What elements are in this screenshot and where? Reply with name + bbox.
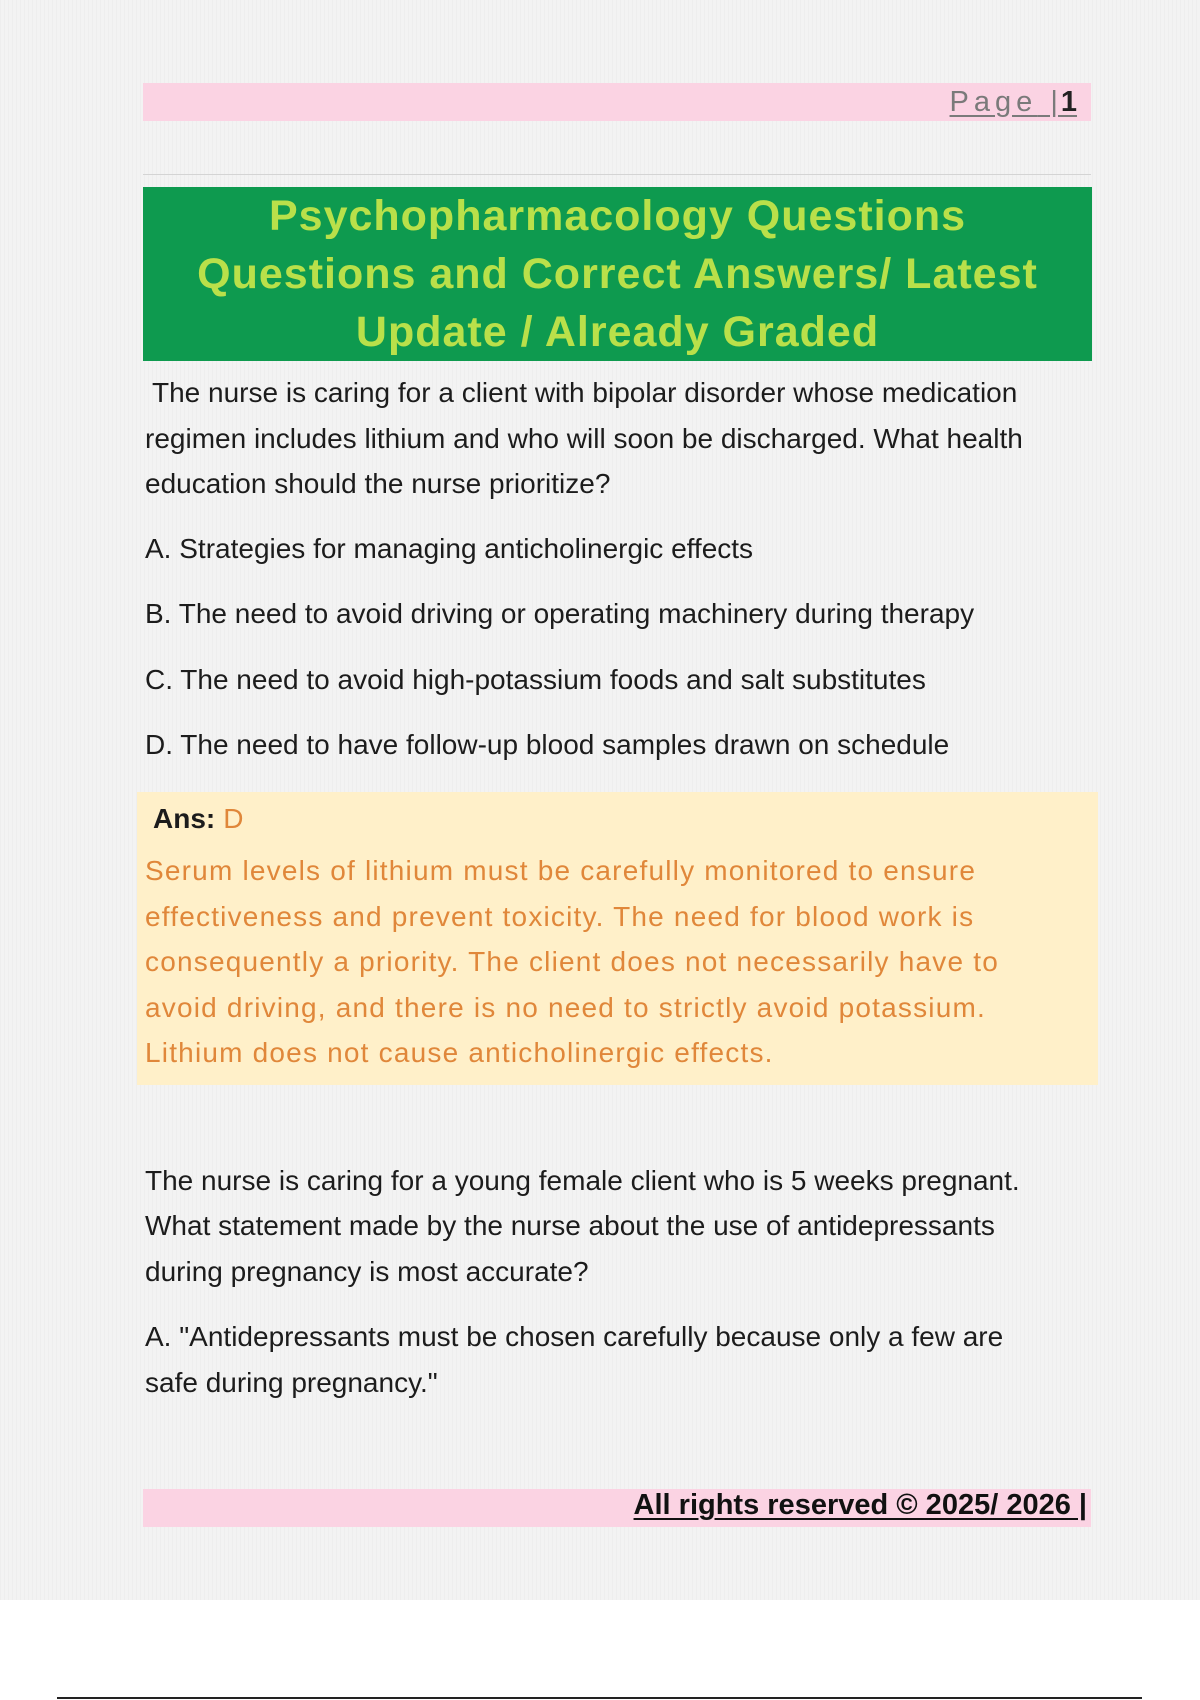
- answer-letter: D: [223, 803, 244, 834]
- document-title: [143, 187, 1092, 361]
- page-label: Page: [949, 86, 1038, 118]
- explanation-line: consequently a priority. The client does not necessarily have to: [145, 946, 999, 977]
- title-line-2: Questions and Correct Answers/ Latest: [197, 250, 1038, 298]
- copyright-text: All rights reserved © 2025/ 2026 |: [633, 1489, 1087, 1521]
- answer-explanation: [145, 848, 1085, 1076]
- title-line-3: Update / Already Graded: [355, 308, 880, 356]
- question-2-option-a-line-2: safe during pregnancy.": [145, 1367, 438, 1398]
- answer-line: [153, 796, 243, 841]
- question-2-line-2: What statement made by the nurse about the use of antidepressants: [145, 1210, 995, 1241]
- explanation-line: Lithium does not cause anticholinergic effects.: [145, 1037, 774, 1068]
- question-2-line-3: during pregnancy is most accurate?: [145, 1256, 589, 1287]
- question-1-line-2: regimen includes lithium and who will soon be discharged. What health: [145, 423, 1023, 454]
- question-2-option-a-line-1: A. "Antidepressants must be chosen carefully because only a few are: [145, 1321, 1004, 1352]
- question-1-option-d: D. The need to have follow-up blood samples drawn on schedule: [145, 729, 950, 760]
- page-number-value: 1: [1060, 86, 1077, 118]
- explanation-line: Serum levels of lithium must be carefully monitored to ensure: [145, 855, 977, 886]
- bottom-rule: [57, 1697, 1142, 1699]
- page-number: Page |1: [949, 86, 1077, 118]
- question-1-line-3: education should the nurse prioritize?: [145, 468, 611, 499]
- title-line-1: Psychopharmacology Questions: [268, 192, 967, 240]
- question-2-line-1: The nurse is caring for a young female client who is 5 weeks pregnant.: [145, 1165, 1020, 1196]
- answer-box: [137, 792, 1098, 1085]
- page-header: [143, 83, 1091, 121]
- question-1-option-c: C. The need to avoid high-potassium foods and salt substitutes: [145, 664, 926, 695]
- question-1-line-1: The nurse is caring for a client with bipolar disorder whose medication: [152, 377, 1018, 408]
- header-divider: [143, 174, 1091, 175]
- question-1-option-a: A. Strategies for managing anticholinergic effects: [145, 533, 754, 564]
- page-footer: [143, 1489, 1091, 1527]
- explanation-line: effectiveness and prevent toxicity. The need for blood work is: [145, 900, 975, 932]
- question-1-option-b: B. The need to avoid driving or operating machinery during therapy: [145, 598, 975, 629]
- explanation-line: avoid driving, and there is no need to strictly avoid potassium.: [145, 991, 986, 1023]
- answer-label: Ans:: [153, 803, 216, 834]
